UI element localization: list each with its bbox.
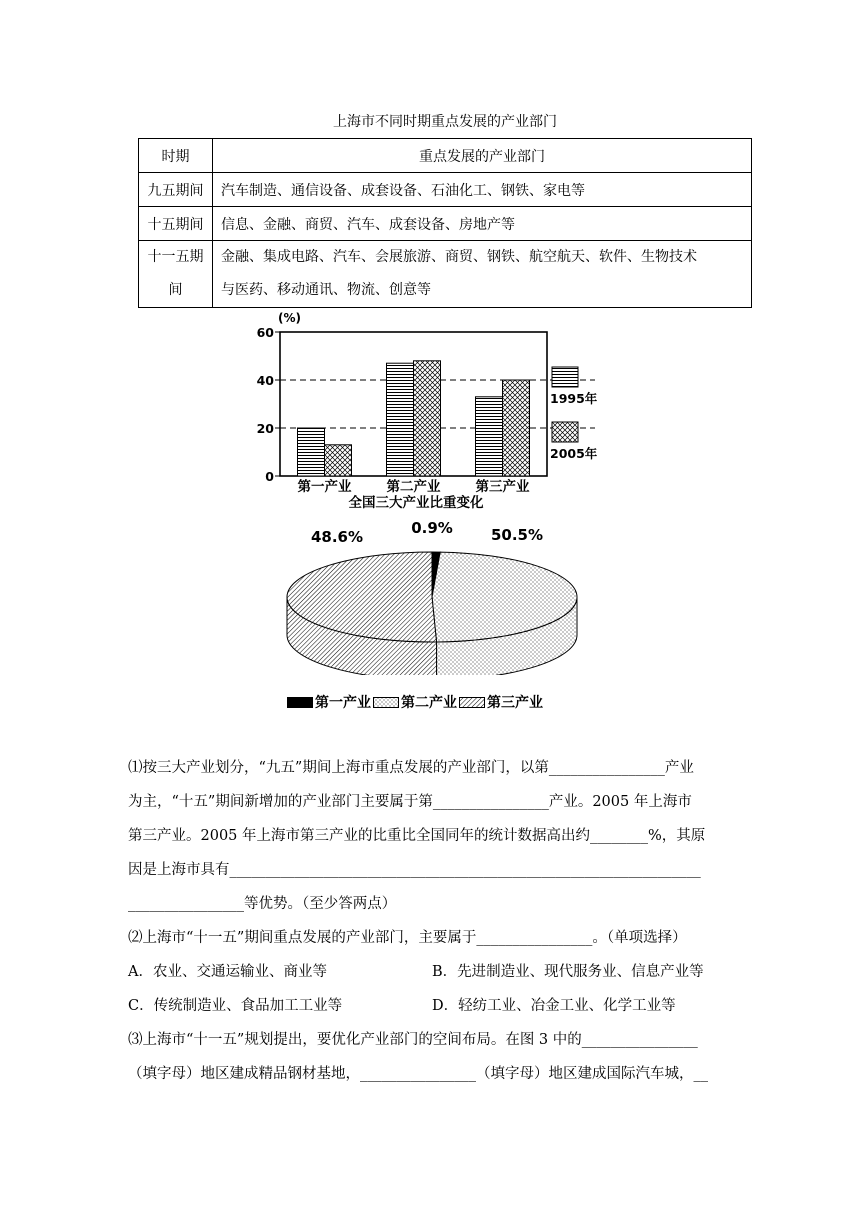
row-sectors: 汽车制造、通信设备、成套设备、石油化工、钢铁、家电等 <box>213 173 752 207</box>
legend-swatch <box>552 422 578 442</box>
slice-label: 0.9% <box>411 519 453 537</box>
legend-label: 第二产业 <box>401 695 457 711</box>
question-line: ⑵上海市“十一五”期间重点发展的产业部门，主要属于________________。（单项选择） <box>128 930 687 946</box>
option-row <box>128 955 748 989</box>
y-tick-label: 40 <box>256 373 274 388</box>
questions <box>128 751 748 1091</box>
slice-label: 50.5% <box>490 526 544 544</box>
legend-label: 1995年 <box>550 391 598 406</box>
question-line: ⑶上海市“十一五”规划提出，要优化产业部门的空间布局。在图 3 中的________________ <box>128 1032 698 1048</box>
pie-legend <box>287 692 543 712</box>
row-period: 九五期间 <box>139 173 213 207</box>
header-period: 时期 <box>139 139 213 173</box>
option-c: C．传统制造业、食品加工工业等 <box>128 998 343 1014</box>
y-tick-label: 60 <box>256 325 274 340</box>
option-row <box>128 989 748 1023</box>
legend-swatch-dots <box>373 697 399 708</box>
row-sectors-line1: 金融、集成电路、汽车、会展旅游、商贸、钢铁、航空航天、软件、生物技术 <box>221 249 697 265</box>
option-d: D．轻纺工业、冶金工业、化学工业等 <box>432 998 676 1014</box>
table-caption: 上海市不同时期重点发展的产业部门 <box>333 114 557 130</box>
pie-chart <box>270 515 590 675</box>
table-row <box>139 173 752 207</box>
legend-label: 第三产业 <box>487 695 543 711</box>
y-axis-label: (%) <box>278 311 301 325</box>
table-row <box>139 207 752 241</box>
row-period <box>139 241 213 308</box>
row-period-line1: 十一五期 <box>147 249 204 265</box>
bar <box>503 380 530 476</box>
question-line: 为主，“十五”期间新增加的产业部门主要属于第________________产业。2005 年上海市 <box>128 794 692 810</box>
option-b: B．先进制造业、现代服务业、信息产业等 <box>432 964 704 980</box>
row-sectors <box>213 241 752 308</box>
category-label: 第二产业 <box>386 479 441 495</box>
bar-plot-area <box>257 325 598 495</box>
category-label: 第一产业 <box>297 479 352 495</box>
table-header-row <box>139 139 752 173</box>
category-label: 第三产业 <box>475 479 530 495</box>
pie-plot-area <box>287 519 577 675</box>
legend-swatch-diagonal <box>459 697 485 708</box>
y-tick-label: 20 <box>256 421 274 436</box>
question-line: （填字母）地区建成精品钢材基地，________________（填字母）地区建成国际汽车城，__ <box>128 1066 708 1082</box>
question-line: ⑴按三大产业划分，“九五”期间上海市重点发展的产业部门，以第________________产业 <box>128 760 694 776</box>
legend-label: 2005年 <box>550 446 598 461</box>
bar-chart-title: 全国三大产业比重变化 <box>348 495 484 511</box>
bar-chart <box>250 310 620 515</box>
table-row <box>139 241 752 308</box>
option-a: A．农业、交通运输业、商业等 <box>128 964 327 980</box>
row-sectors: 信息、金融、商贸、汽车、成套设备、房地产等 <box>213 207 752 241</box>
question-line: 因是上海市具有_________________________________________________________________ <box>128 862 701 878</box>
bar <box>387 363 414 476</box>
question-line: 第三产业。2005 年上海市第三产业的比重比全国同年的统计数据高出约________%，其原 <box>128 828 706 844</box>
y-tick-label: 0 <box>265 469 274 484</box>
question-line: ________________等优势。（至少答两点） <box>128 896 397 912</box>
bar <box>476 397 503 476</box>
slice-label: 48.6% <box>310 528 364 546</box>
row-period-line2: 间 <box>168 282 183 298</box>
bar <box>325 445 352 476</box>
legend-swatch <box>552 367 578 387</box>
row-period: 十五期间 <box>139 207 213 241</box>
bar <box>414 361 441 476</box>
legend-label: 第一产业 <box>315 695 371 711</box>
row-sectors-line2: 与医药、移动通讯、物流、创意等 <box>221 282 431 298</box>
bar <box>298 428 325 476</box>
industry-table <box>138 138 752 308</box>
legend-swatch-solid <box>287 697 313 708</box>
header-sectors: 重点发展的产业部门 <box>213 139 752 173</box>
